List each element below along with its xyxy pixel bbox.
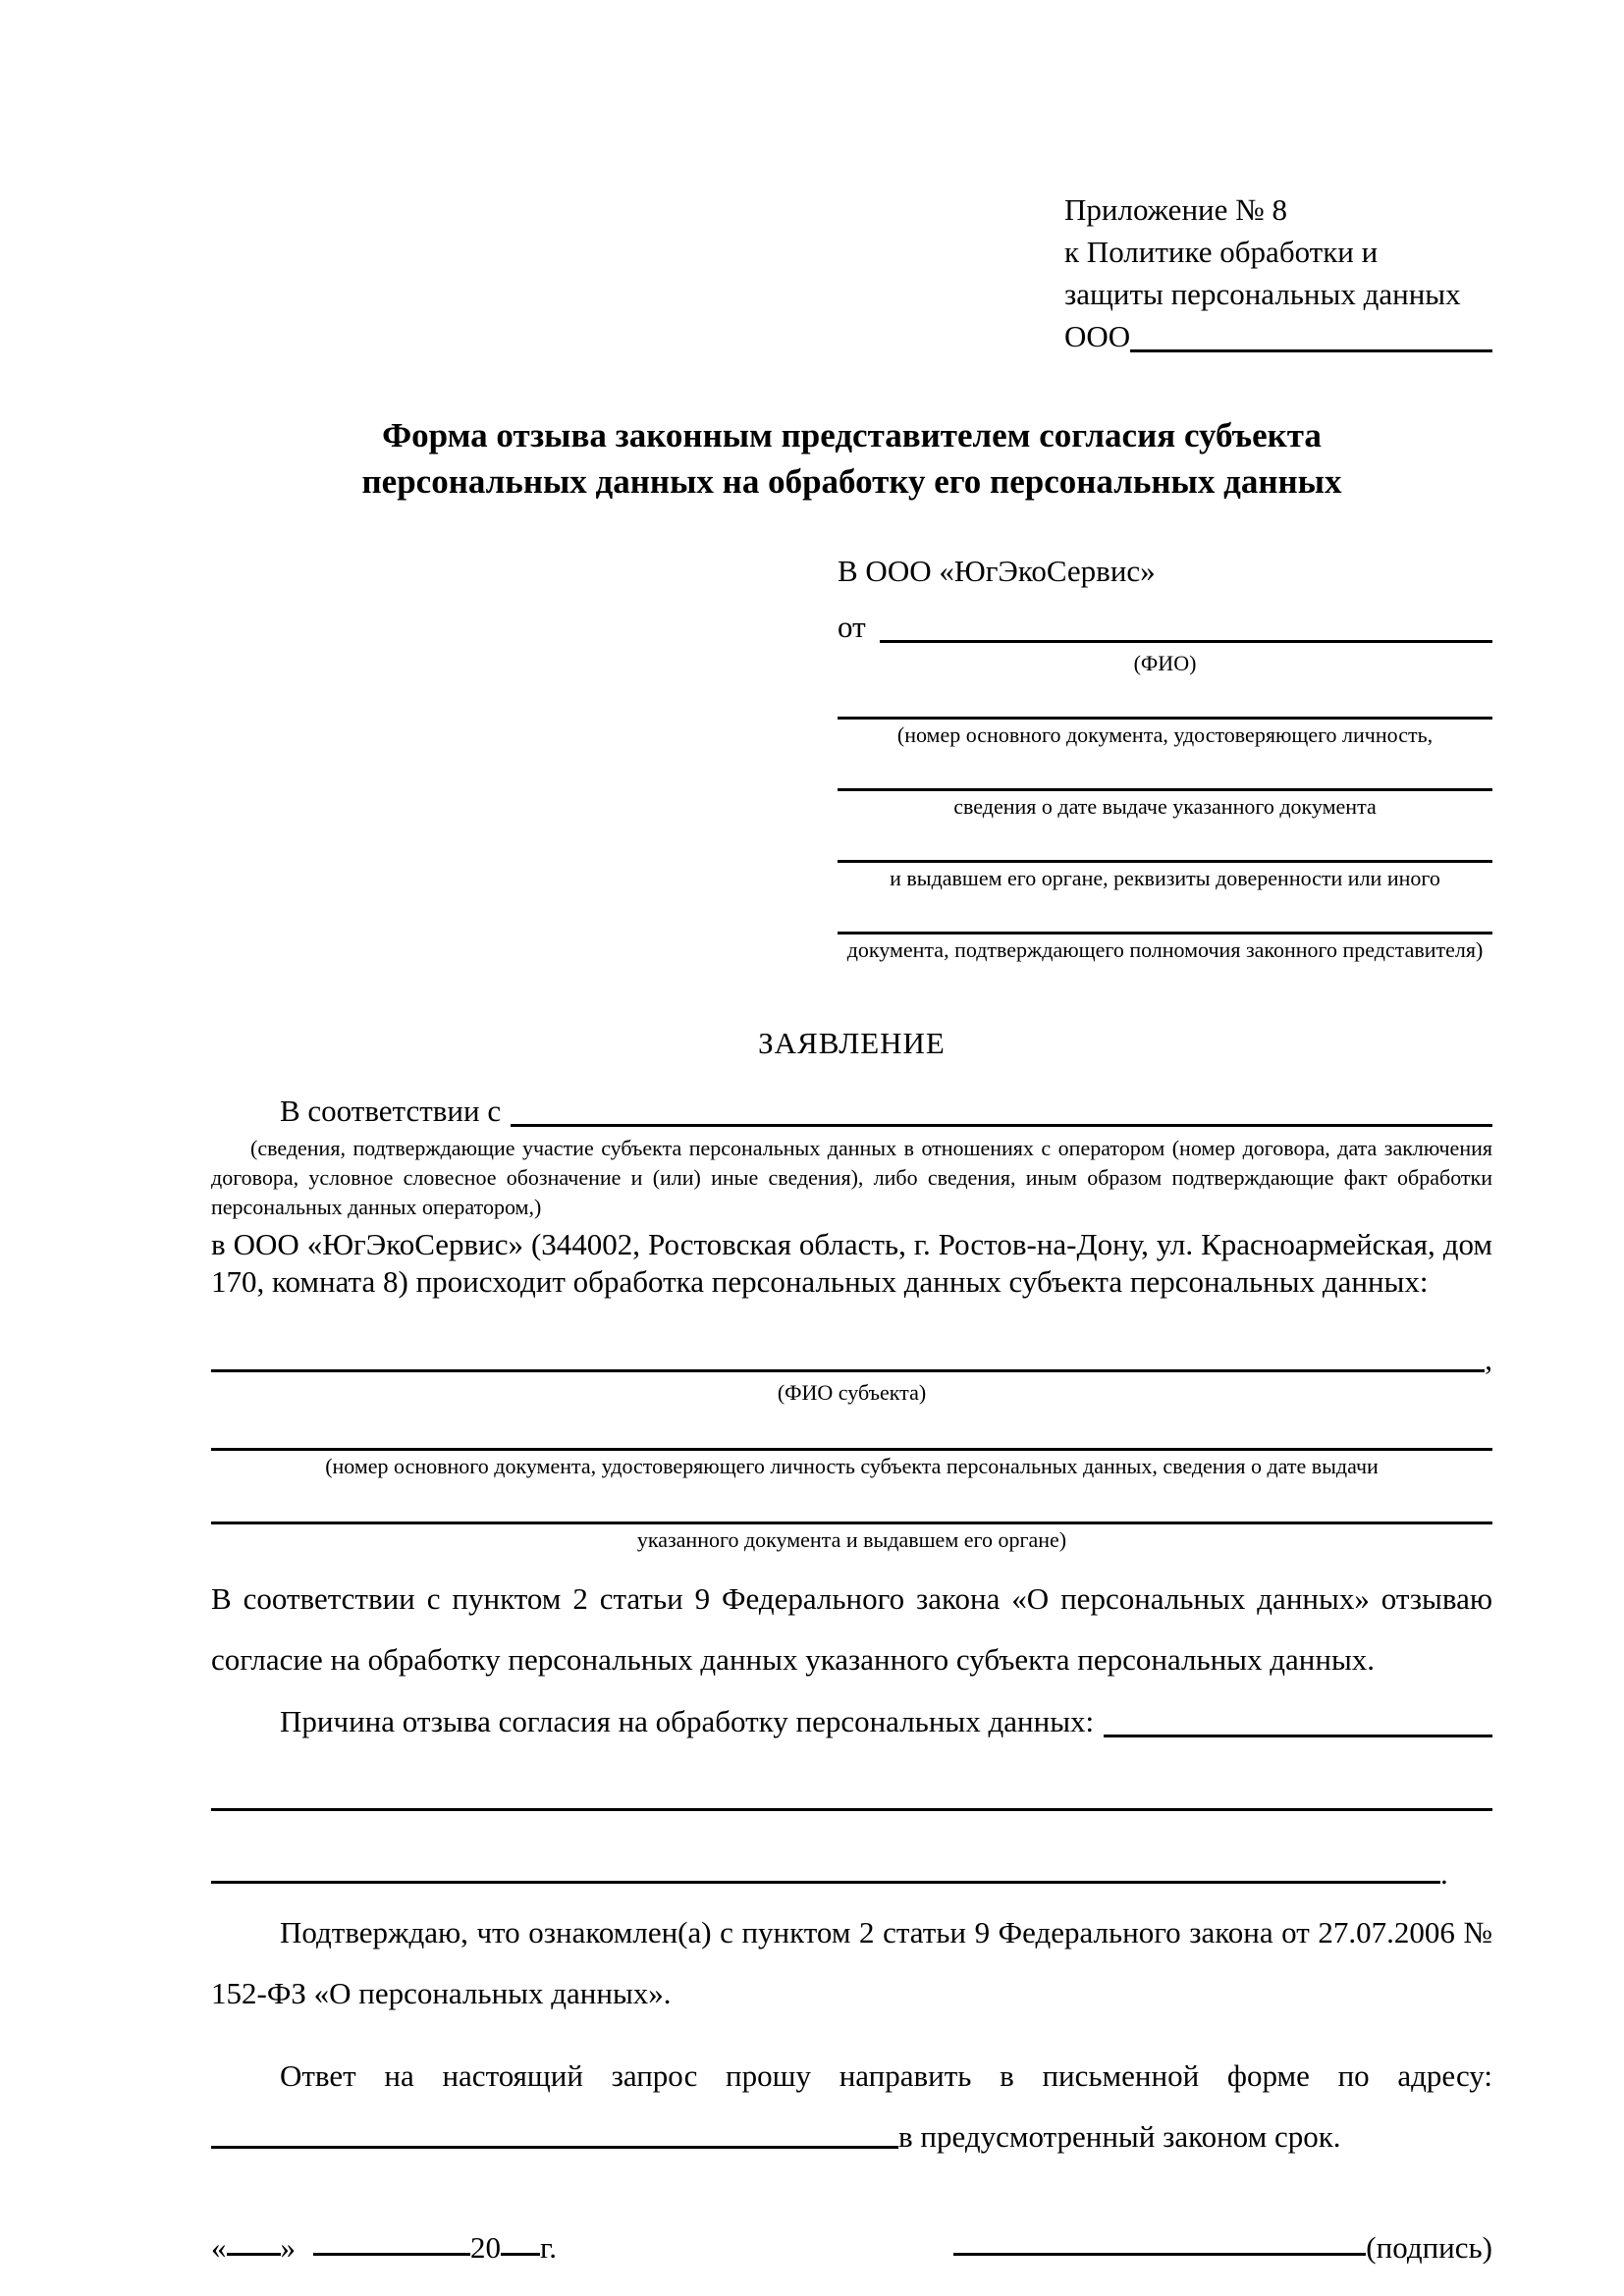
subject-trailing-comma: ,: [1485, 1342, 1492, 1376]
statement-heading: ЗАЯВЛЕНИЕ: [758, 1026, 946, 1060]
subject-doc-blank-line-2: [211, 1521, 1492, 1524]
subject-fio-blank-line: [211, 1369, 1485, 1372]
doc-caption-2: сведения о дате выдаче указанного документа: [953, 794, 1377, 819]
year-blank-line: [501, 2253, 540, 2256]
reason-label: Причина отзыва согласия на обработку персональных данных:: [280, 1704, 1095, 1738]
reply-request-text: Ответ на настоящий запрос прошу направить в письменной форме по адресу:: [280, 2058, 1492, 2093]
document-title: [211, 412, 1492, 505]
appendix-line-3: защиты персональных данных: [1064, 277, 1461, 311]
withdrawal-paragraph: В соответствии с пунктом 2 статьи 9 Федерального закона «О персональных данных» отзываю согласие на обработку персональных данных указанного субъекта персональных данных.: [211, 1581, 1492, 1677]
reason-period: .: [1440, 1856, 1448, 1891]
signature-blank-line: [953, 2253, 1366, 2256]
doc-blank-line-1: [838, 716, 1492, 720]
appendix-line-2: к Политике обработки и: [1064, 235, 1379, 269]
reason-blank-row-3: [211, 1858, 1492, 1889]
month-blank-line: [313, 2253, 470, 2256]
address-blank-line: [211, 2146, 898, 2149]
doc-row-3: [838, 859, 1492, 891]
reason-row: [211, 1700, 1492, 1742]
appendix-block: [1064, 0, 1492, 357]
subject-fio-row: [211, 1342, 1492, 1377]
reason-blank-row-2: [211, 1807, 1492, 1811]
company-name-blank-line: [1130, 349, 1492, 352]
doc-blank-line-3: [838, 859, 1492, 863]
accordance-prefix: В соответствии с: [280, 1094, 502, 1128]
title-line-1: Форма отзыва законным представителем согласия субъекта: [382, 416, 1322, 454]
year-prefix: 20: [470, 2230, 501, 2265]
reply-suffix: в предусмотренный законом срок.: [898, 2119, 1341, 2154]
reason-blank-line-3: [211, 1881, 1440, 1884]
title-line-2: персональных данных на обработку его персональных данных: [361, 462, 1342, 501]
doc-row-2: [838, 787, 1492, 820]
reply-paragraph: [211, 2046, 1492, 2167]
subject-doc-row-2: [211, 1521, 1492, 1524]
addressee-block: [838, 550, 1492, 963]
subject-doc-caption-2: указанного документа и выдавшем его органе): [636, 1527, 1067, 1552]
subject-doc-blank-line-1: [211, 1447, 1492, 1451]
subject-doc-caption-1: (номер основного документа, удостоверяющего личность субъекта персональных данных, сведения о дате выдачи: [325, 1454, 1379, 1478]
company-prefix: ООО: [1064, 319, 1131, 353]
fio-caption: (ФИО): [1133, 651, 1197, 675]
accordance-row: [211, 1090, 1492, 1132]
doc-caption-4: документа, подтверждающего полномочия законного представителя): [846, 937, 1484, 962]
doc-blank-line-4: [838, 931, 1492, 934]
year-suffix: г.: [540, 2230, 557, 2265]
from-row: [838, 606, 1492, 648]
from-label: от: [838, 610, 866, 644]
accordance-blank-line: [511, 1124, 1492, 1127]
date-group: [211, 2226, 557, 2269]
doc-row-1: [838, 716, 1492, 748]
accordance-note: (сведения, подтверждающие участие субъекта персональных данных в отношениях с оператором (номер договора, дата заключения договора, условное словесное обозначение и (или) иные сведения), либо сведения, иным образом подтверждающие факт обработки персональных данных оператором,): [211, 1136, 1492, 1219]
appendix-line-1: Приложение № 8: [1064, 192, 1287, 227]
footer-row: [211, 2226, 1492, 2269]
signature-group: [953, 2226, 1492, 2269]
day-blank-line: [227, 2253, 281, 2256]
date-quote-close: »: [280, 2230, 296, 2265]
addressee-company: В ООО «ЮгЭкоСервис»: [838, 554, 1156, 588]
doc-caption-1: (номер основного документа, удостоверяющего личность,: [896, 722, 1434, 747]
doc-blank-line-2: [838, 787, 1492, 791]
reason-blank-line-1: [1104, 1735, 1492, 1737]
operator-paragraph: в ООО «ЮгЭкоСервис» (344002, Ростовская область, г. Ростов-на-Дону, ул. Красноармейская, дом 170, комната 8) происходит обработка персональных данных субъекта персональных данных:: [211, 1227, 1492, 1299]
subject-doc-row-1: [211, 1447, 1492, 1451]
doc-row-4: [838, 931, 1492, 963]
subject-fio-caption: (ФИО субъекта): [777, 1380, 927, 1405]
doc-caption-3: и выдавшем его органе, реквизиты доверенности или иного: [890, 866, 1440, 890]
reason-blank-line-2: [211, 1807, 1492, 1811]
appendix-company-row: [1064, 315, 1492, 357]
date-quote-open: «: [211, 2230, 227, 2265]
fio-blank-line: [880, 640, 1492, 643]
signature-caption: (подпись): [1366, 2230, 1492, 2265]
confirm-paragraph: Подтверждаю, что ознакомлен(а) с пунктом 2 статьи 9 Федерального закона от 27.07.2006 № 152-ФЗ «О персональных данных».: [211, 1915, 1492, 2010]
